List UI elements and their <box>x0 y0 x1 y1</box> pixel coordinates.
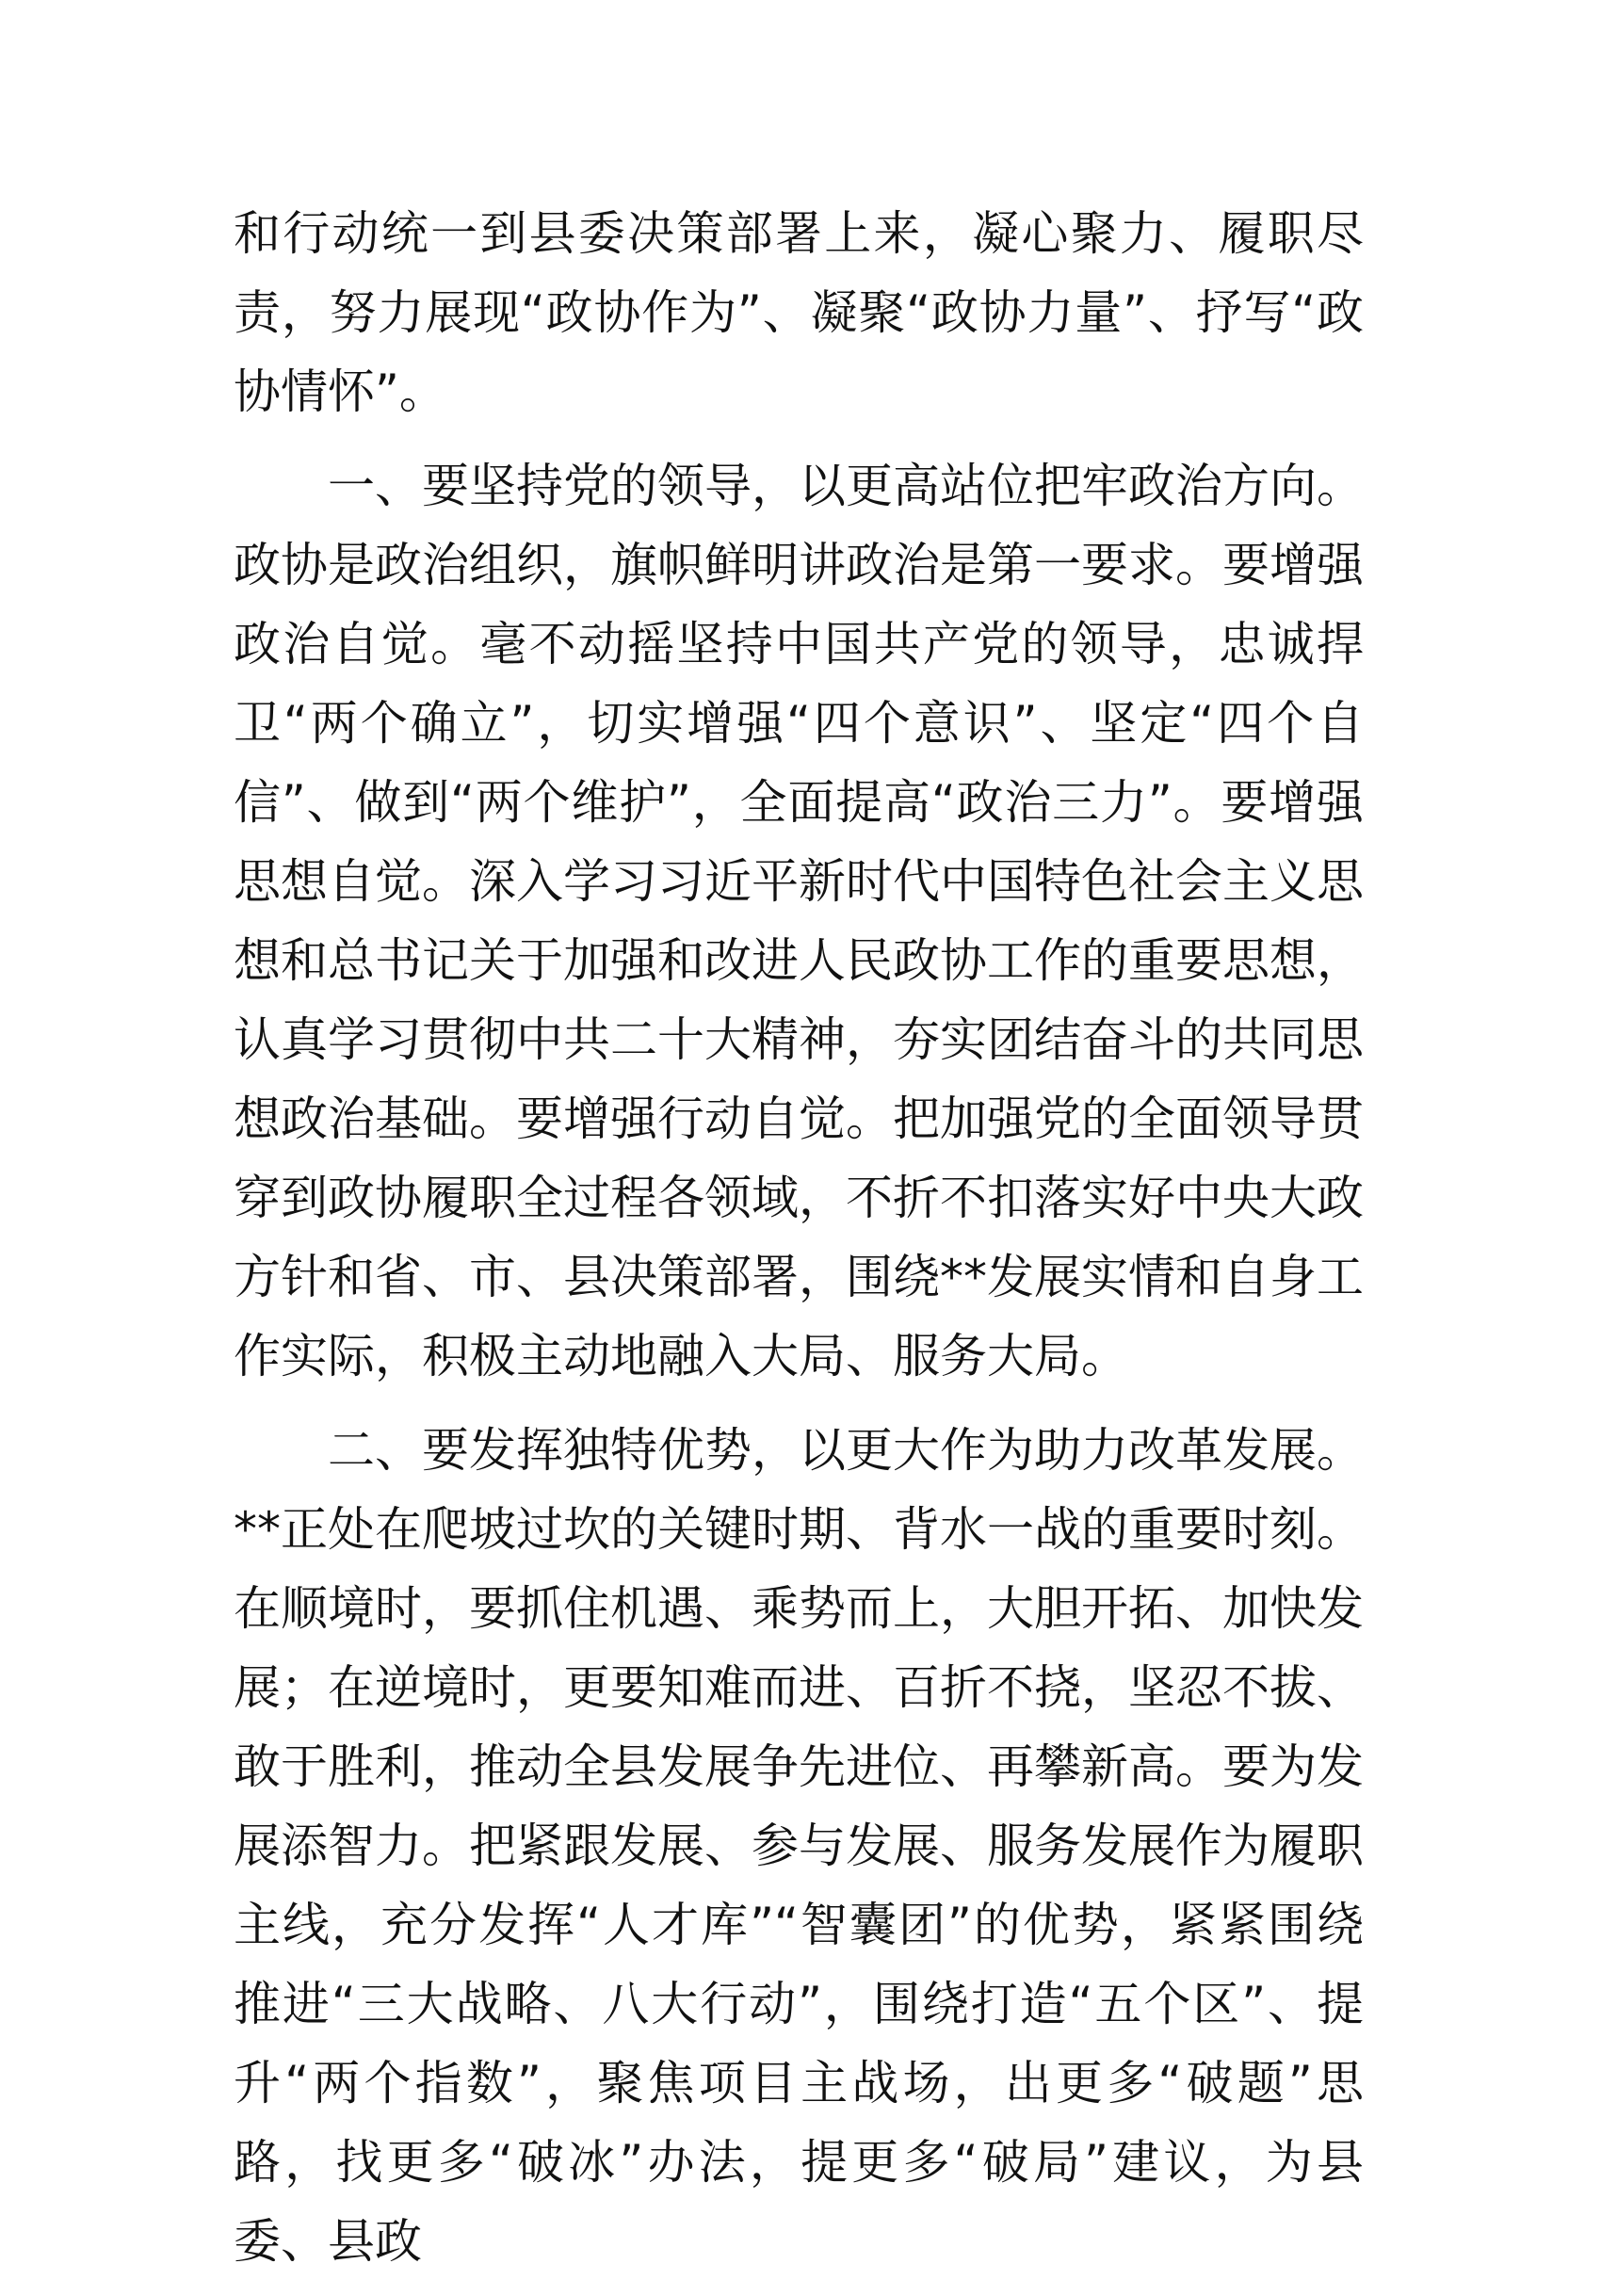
paragraph-section-two: 二、要发挥独特优势，以更大作为助力改革发展。**正处在爬坡过坎的关键时期、背水一战的重要时刻。在顺境时，要抓住机遇、乘势而上，大胆开拓、加快发展；在逆境时，更要知难而进、百折不挠，坚忍不拔、敢于胜利，推动全县发展争先进位、再攀新高。要为发展添智力。把紧跟发展、参与发展、服务发展作为履职主线，充分发挥“人才库”“智囊团”的优势，紧紧围绕推进“三大战略、八大行动”，围绕打造“五个区”、提升“两个指数”，聚焦项目主战场，出更多“破题”思路，找更多“破冰”办法，提更多“破局”建议，为县委、县政 <box>234 1423 1364 2269</box>
document-body <box>234 194 1364 2296</box>
paragraph-continuation: 和行动统一到县委决策部署上来，凝心聚力、履职尽责，努力展现“政协作为”、凝聚“政协力量”、抒写“政协情怀”。 <box>234 206 1365 419</box>
paragraph-section-one: 一、要坚持党的领导，以更高站位把牢政治方向。政协是政治组织，旗帜鲜明讲政治是第一要求。要增强政治自觉。毫不动摇坚持中国共产党的领导，忠诚捍卫“两个确立”，切实增强“四个意识”、坚定“四个自信”、做到“两个维护”，全面提高“政治三力”。要增强思想自觉。深入学习习近平新时代中国特色社会主义思想和总书记关于加强和改进人民政协工作的重要思想，认真学习贯彻中共二十大精神，夯实团结奋斗的共同思想政治基础。要增强行动自觉。把加强党的全面领导贯穿到政协履职全过程各领域，不折不扣落实好中央大政方针和省、市、县决策部署，围绕**发展实情和自身工作实际，积极主动地融入大局、服务大局。 <box>234 459 1365 1383</box>
